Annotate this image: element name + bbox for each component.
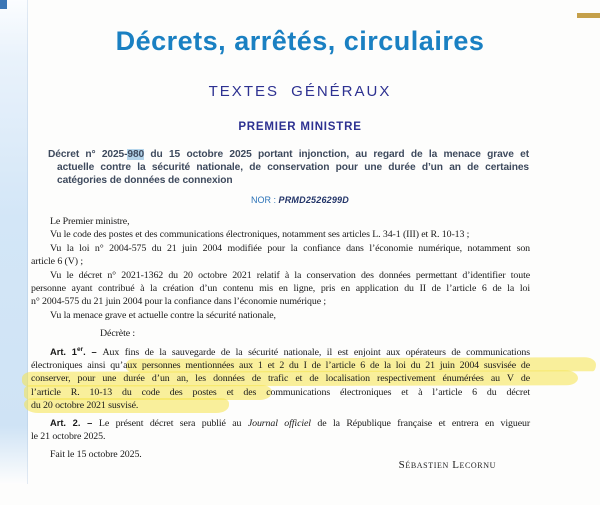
text-segment: Vu le décret n° 2021-1362 du 20 octobre 2021 relatif à la conservation des données permettant d’identifier toute	[50, 269, 530, 281]
body-line	[31, 295, 530, 308]
body-line	[31, 215, 530, 228]
body-paragraph	[31, 242, 530, 269]
body-line	[31, 399, 530, 412]
section-title: Décrets, arrêtés, circulaires	[115, 26, 485, 56]
text-segment: article 6 (V) ;	[31, 256, 83, 268]
body-paragraph	[31, 417, 530, 444]
text-segment: l’article R. 10-13 du code des postes et des communications électroniques et à l’article 6 du décret	[31, 386, 530, 398]
body-paragraph	[31, 269, 530, 309]
text-segment: n° 2004-575 du 21 juin 2004 pour la confiance dans l’économie numérique ;	[31, 296, 327, 308]
text-segment: personne ayant contribué à la création d’un contenu mis en ligne, pris en application du II de l’article 6 de la loi	[31, 283, 530, 295]
text-segment: électroniques ainsi qu’aux personnes mentionnées aux 1 et 2 du I de l’article 6 de la loi du 21 juin 2004 susvisée de	[31, 360, 530, 372]
text-segment: Le Premier ministre,	[50, 216, 130, 227]
body-paragraph	[31, 215, 530, 228]
selected-text: 980	[127, 149, 145, 160]
text-segment: catégories de données de connexion	[57, 175, 233, 186]
text-segment: Art. 2. –	[50, 417, 99, 428]
text-segment: actuelle contre la sécurité nationale, de conservation pour une durée d’un an de certaines	[57, 162, 529, 173]
body-line	[31, 255, 530, 268]
text-segment: Vu la loi n° 2004-575 du 21 juin 2004 modifiée pour la confiance dans l’économie numérique, notamment son	[50, 242, 530, 254]
headline-line	[48, 148, 529, 161]
body-line	[31, 346, 530, 359]
signature-name: Sébastien Lecornu	[398, 459, 496, 471]
gold-bar	[577, 13, 600, 18]
decree-headline	[48, 148, 529, 187]
headline-line	[48, 174, 529, 187]
text-segment: er	[76, 345, 84, 353]
headline-line	[48, 161, 529, 174]
text-segment: Décrète :	[100, 328, 136, 340]
body-line	[31, 359, 530, 372]
ministry-title: PREMIER MINISTRE	[238, 121, 362, 133]
body-line	[31, 327, 530, 340]
page-left-scan-band	[0, 0, 28, 484]
text-segment: Décret n° 2025-	[48, 149, 128, 160]
text-segment: . –	[83, 346, 103, 357]
body-line	[31, 386, 530, 399]
text-segment: de la République française et entrera en vigueur	[310, 417, 531, 429]
body-line	[31, 309, 530, 322]
body-line	[31, 269, 530, 282]
text-segment: du 20 octobre 2021 susvisé.	[31, 400, 139, 412]
text-segment: du 15 octobre 2025 portant injonction, au regard de la menace grave et	[144, 149, 529, 160]
text-segment: Vu la menace grave et actuelle contre la sécurité nationale,	[50, 309, 276, 321]
text-segment: Le présent décret sera publié au	[98, 417, 248, 429]
text-segment: le 21 octobre 2025.	[31, 431, 106, 443]
text-segment: Vu le code des postes et des communications électroniques, notamment ses articles L. 34-1 (III) et R. 10-13 ;	[50, 229, 470, 241]
body-paragraph	[31, 228, 530, 241]
body-line	[31, 448, 530, 461]
nor-label: NOR :	[251, 195, 279, 205]
nor-code: PRMD2526299D	[278, 195, 349, 205]
body-line	[31, 228, 530, 241]
body-line	[31, 417, 530, 430]
body-paragraph	[31, 309, 530, 322]
corner-blue-chip	[0, 0, 7, 9]
decree-body	[31, 215, 530, 461]
text-segment: Aux fins de la sauvegarde de la sécurité nationale, il est enjoint aux opérateurs de communications	[102, 346, 530, 358]
body-paragraph	[31, 346, 530, 413]
body-line	[31, 242, 530, 255]
text-segment: Fait le 15 octobre 2025.	[50, 448, 142, 460]
nor-line	[0, 195, 600, 205]
body-line	[31, 430, 530, 443]
text-segment: Journal officiel	[247, 417, 311, 429]
body-paragraph	[31, 448, 530, 461]
category-title: TEXTES GÉNÉRAUX	[208, 83, 392, 100]
text-segment: conserver, pour une durée d’un an, les données de trafic et de localisation respectivement énumérées au V de	[31, 373, 530, 385]
body-line	[31, 282, 530, 295]
text-segment: Art. 1	[50, 346, 77, 357]
body-paragraph	[31, 327, 530, 340]
body-line	[31, 372, 530, 385]
